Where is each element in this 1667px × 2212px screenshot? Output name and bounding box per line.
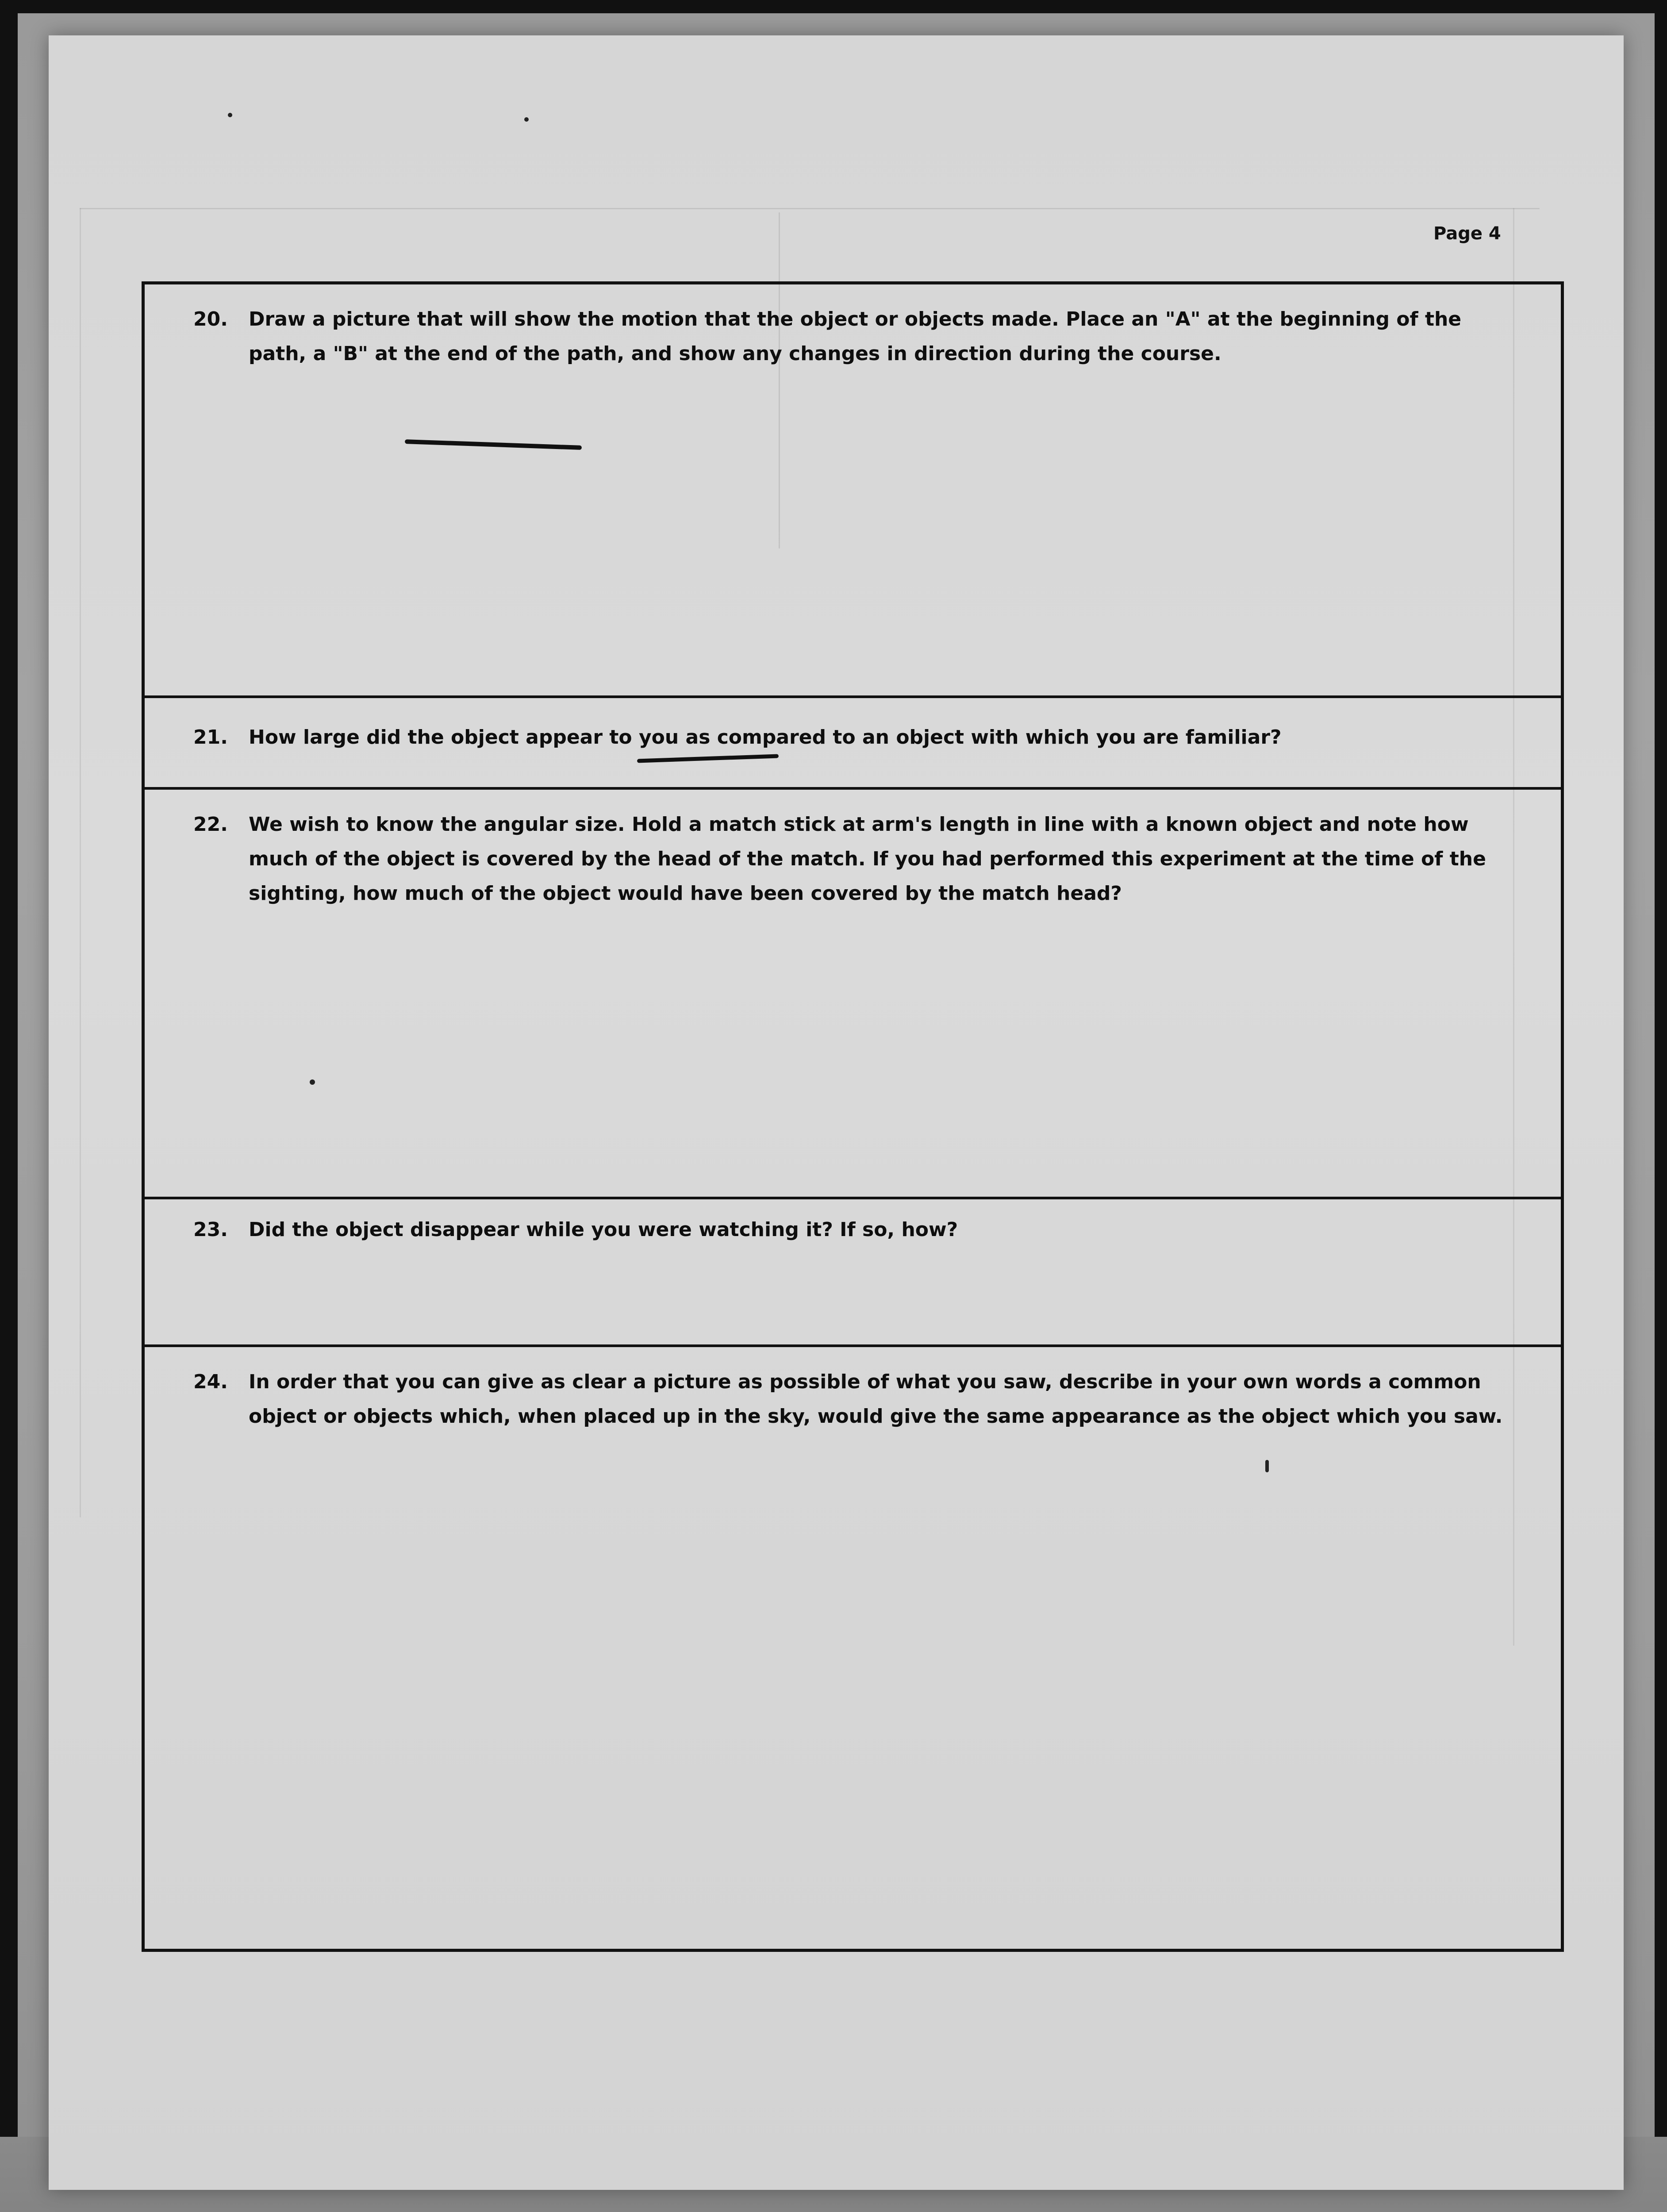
question-24-section (145, 1347, 1561, 1949)
question-number: 21. (193, 726, 228, 749)
question-number: 20. (193, 308, 228, 330)
speck (524, 117, 529, 122)
question-21 (193, 720, 1508, 755)
question-text: We wish to know the angular size. Hold a match stick at arm's length in line with a known object and note how much of the object is covered by the head of the match. If you had performed this experiment at the time of the sighting, how much of the object would have been covered by the match head? (249, 813, 1486, 905)
speck (228, 113, 232, 117)
question-23 (193, 1213, 1508, 1247)
question-number: 24. (193, 1371, 228, 1393)
question-text: How large did the object appear to you as compared to an object with which you are familiar? (249, 726, 1282, 749)
question-21-section (145, 698, 1561, 790)
question-text: Did the object disappear while you were watching it? If so, how? (249, 1218, 958, 1241)
page-number: Page 4 (1433, 223, 1501, 244)
bleed-line (80, 208, 1540, 209)
question-23-section (145, 1199, 1561, 1347)
questionnaire-box (142, 281, 1564, 1952)
question-number: 23. (193, 1218, 228, 1241)
question-22-section (145, 790, 1561, 1199)
question-22 (193, 807, 1508, 911)
speck (1265, 1460, 1269, 1472)
question-text: Draw a picture that will show the motion that the object or objects made. Place an "A" at the beginning of the path, a "B" at the end of the path, and show any changes in direction during the course. (249, 308, 1462, 365)
question-20 (193, 302, 1508, 371)
bleed-line (80, 208, 81, 1517)
question-number: 22. (193, 813, 228, 836)
question-text: In order that you can give as clear a picture as possible of what you saw, describe in your own words a common object or objects which, when placed up in the sky, would give the same appearance as the object which you saw. (249, 1371, 1503, 1428)
question-24 (193, 1365, 1508, 1434)
question-20-section (145, 284, 1561, 698)
speck (310, 1079, 315, 1085)
